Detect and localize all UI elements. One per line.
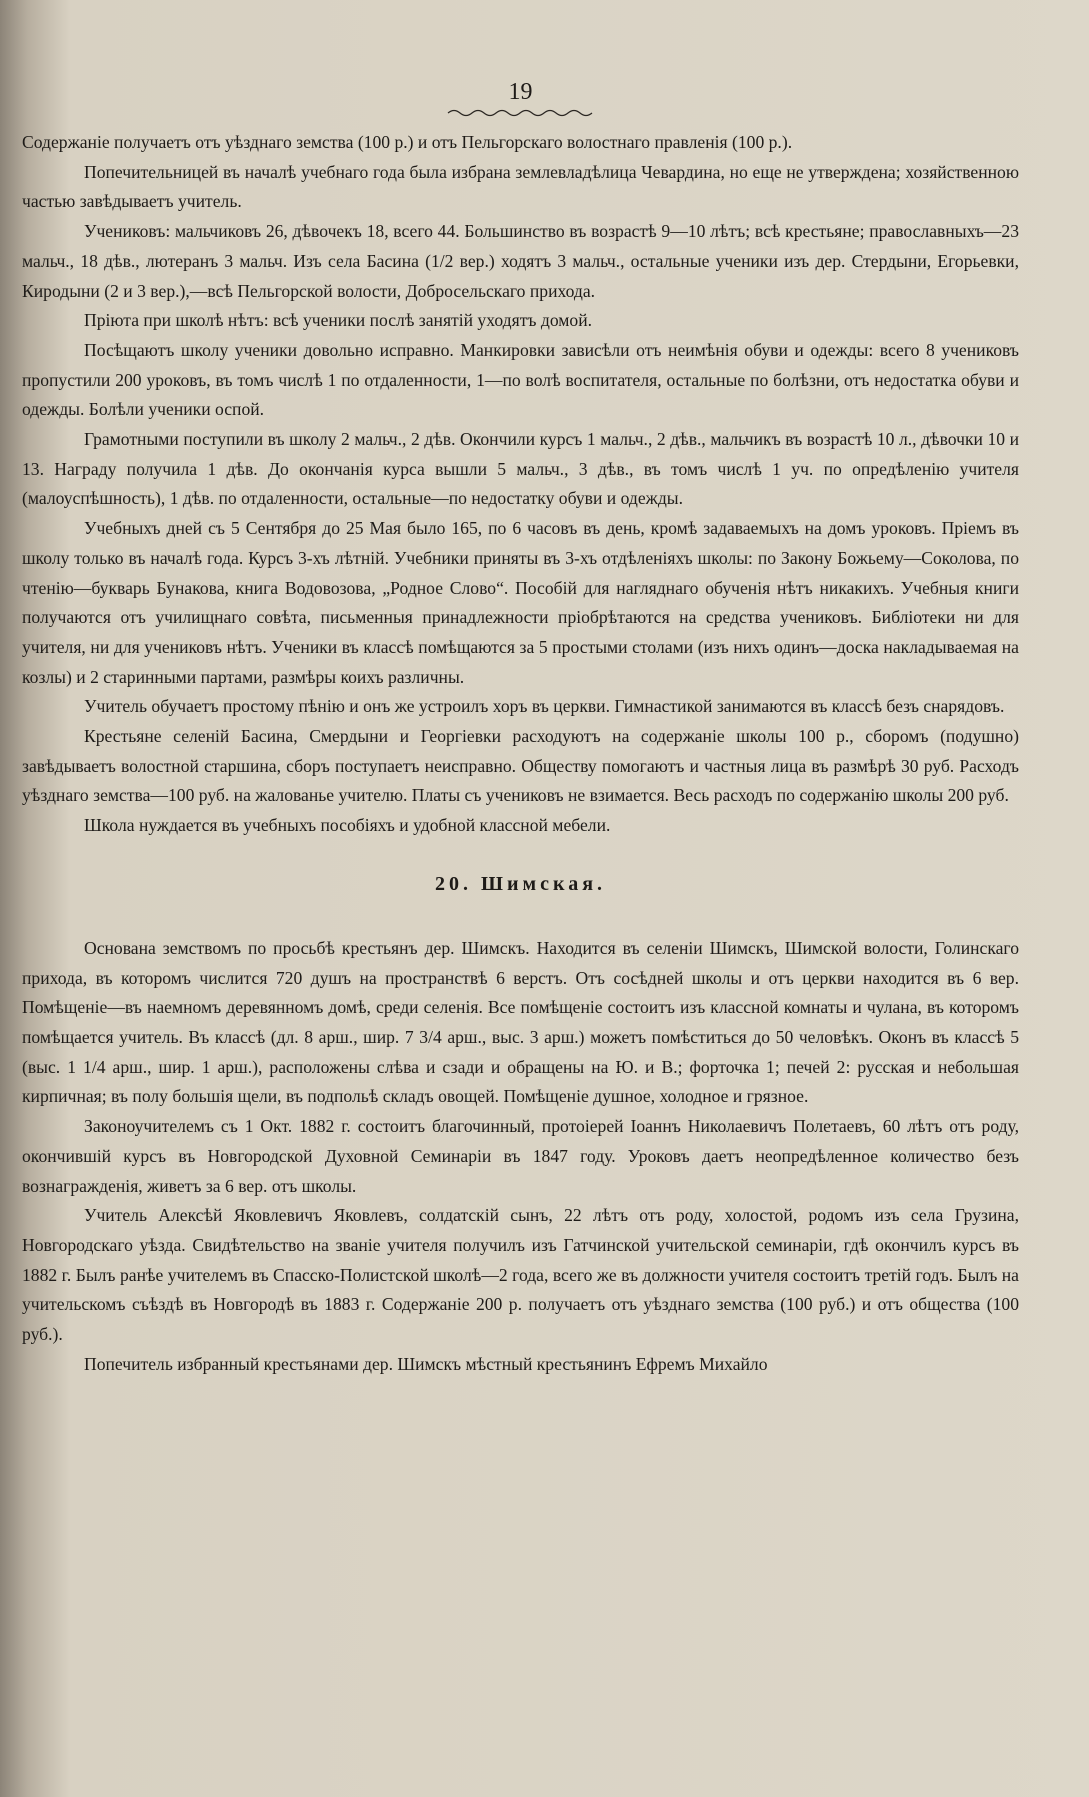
paragraph: Учениковъ: мальчиковъ 26, дѣвочекъ 18, всего 44. Большинство въ возрастѣ 9—10 лѣтъ; всѣ крестьяне; православныхъ—23 мальч., 18 дѣв., лютеранъ 3 мальч. Изъ села Басина (1/2 вер.) ходятъ 3 мальч., остальные ученики изъ дер. Стердыни, Егорьевки, Киродыни (2 и 3 вер.),—всѣ Пельгорской волости, Добросельскаго прихода. (22, 221, 1019, 301)
section-heading: 20. Шимская. (434, 872, 607, 895)
paragraph: Законоучителемъ съ 1 Окт. 1882 г. состоитъ благочинный, протоіерей Іоаннъ Николаевичъ Полетаевъ, 60 лѣтъ отъ роду, окончившій курсъ въ Новгородской Духовной Семинаріи въ 1847 году. Уроковъ даетъ неопредѣленное количество безъ вознагражденія, живетъ за 6 вер. отъ школы. (22, 1116, 1019, 1196)
paragraph: Учитель обучаетъ простому пѣнію и онъ же устроилъ хоръ въ церкви. Гимнастикой занимаются въ классѣ безъ снарядовъ. (84, 696, 1005, 717)
paragraph: Посѣщаютъ школу ученики довольно исправно. Манкировки зависѣли отъ неимѣнія обуви и одежды: всего 8 учениковъ пропустили 200 уроковъ, въ томъ числѣ 1 по отдаленности, 1—по волѣ воспитателя, остальные по болѣзни, отъ недостатка обуви и одежды. Болѣли ученики оспой. (22, 339, 1019, 420)
paragraph: Учебныхъ дней съ 5 Сентября до 25 Мая было 165, по 6 часовъ въ день, кромѣ задаваемыхъ на домъ уроковъ. Пріемъ въ школу только въ началѣ года. Курсъ 3-хъ лѣтній. Учебники приняты въ 3-хъ отдѣленіяхъ школы: по Закону Божьему—Соколова, по чтенію—букварь Бунакова, книга Водовозова, „Родное Слово“. Пособій для нагляднаго обученія нѣтъ никакихъ. Учебныя книги получаются отъ училищнаго совѣта, письменныя принадлежности пріобрѣтаются на средства учениковъ. Библіотеки ни для учителя, ни для учениковъ нѣтъ. Ученики въ классѣ помѣщаются за 5 простыми столами (изъ нихъ одинъ—доска накладываемая на козлы) и 2 старинными партами, размѣры коихъ различны. (22, 518, 1019, 687)
paragraph: Попечитель избранный крестьянами дер. Шимскъ мѣстный крестьянинъ Ефремъ Михайло (84, 1353, 768, 1374)
page-number: 19 (508, 79, 533, 105)
paragraph: Крестьяне селеній Басина, Смердыни и Георгіевки расходуютъ на содержаніе школы 100 р., сборомъ (подушно) завѣдываетъ волостной старшина, сборъ поступаетъ неисправно. Обществу помогаютъ и частныя лица въ размѣрѣ 30 руб. Расходъ уѣзднаго земства—100 руб. на жалованье учителю. Платы съ учениковъ не взимается. Весь расходъ по содержанію школы 200 руб. (22, 726, 1019, 806)
paragraph: Содержаніе получаетъ отъ уѣзднаго земства (100 р.) и отъ Пельгорскаго волостнаго правленія (100 р.). (22, 132, 793, 152)
paragraph: Грамотными поступили въ школу 2 мальч., 2 дѣв. Окончили курсъ 1 мальч., 2 дѣв., мальчикъ въ возрастѣ 10 л., дѣвочки 10 и 13. Награду получила 1 дѣв. До окончанія курса вышли 5 мальч., 3 дѣв., въ томъ числѣ 1 уч. по опредѣленію учителя (малоуспѣшность), 1 дѣв. по отдаленности, остальные—по недостатку обуви и одежды. (22, 429, 1019, 509)
paragraph: Попечительницей въ началѣ учебнаго года была избрана землевладѣлица Чевардина, но еще не утверждена; хозяйственною частью завѣдываетъ учитель. (22, 161, 1019, 212)
paragraph: Школа нуждается въ учебныхъ пособіяхъ и удобной классной мебели. (84, 815, 611, 836)
paragraph: Пріюта при школѣ нѣтъ: всѣ ученики послѣ занятій уходятъ домой. (84, 310, 593, 331)
body-text-bottom (22, 934, 1019, 1380)
paragraph: Основана земствомъ по просьбѣ крестьянъ дер. Шимскъ. Находится въ селеніи Шимскъ, Шимской волости, Голинскаго прихода, въ которомъ числится 720 душъ на пространствѣ 6 верстъ. Отъ сосѣдней школы и отъ церкви находится въ 6 вер. Помѣщеніе—въ наемномъ деревянномъ домѣ, среди селенія. Все помѣщеніе состоитъ изъ классной комнаты и чулана, въ которомъ помѣщается учитель. Въ классѣ (дл. 8 арш., шир. 7 3/4 арш., выс. 3 арш.) можетъ помѣститься до 50 человѣкъ. Оконъ въ классѣ 5 (выс. 1 1/4 арш., шир. 1 арш.), расположены слѣва и сзади и обращены на Ю. и В.; форточка 1; печей 2: русская и небольшая кирпичная; въ полу большія щели, въ подпольѣ складъ овощей. Помѣщеніе душное, холодное и грязное. (22, 937, 1019, 1107)
paragraph: Учитель Алексѣй Яковлевичъ Яковлевъ, солдатскій сынъ, 22 лѣтъ отъ роду, холостой, родомъ изъ села Грузина, Новгородскаго уѣзда. Свидѣтельство на званіе учителя получилъ изъ Гатчинской учительской семинаріи, гдѣ окончилъ курсъ въ 1882 г. Былъ ранѣе учителемъ въ Спасско-Полистской школѣ—2 года, всего же въ должности учителя состоитъ третій годъ. Былъ на учительскомъ съѣздѣ въ Новгородѣ въ 1883 г. Содержаніе 200 р. получаетъ отъ уѣзднаго земства (100 руб.) и отъ общества (100 руб.). (22, 1205, 1019, 1345)
ornament-divider (446, 108, 596, 118)
body-text-top (22, 128, 1019, 841)
